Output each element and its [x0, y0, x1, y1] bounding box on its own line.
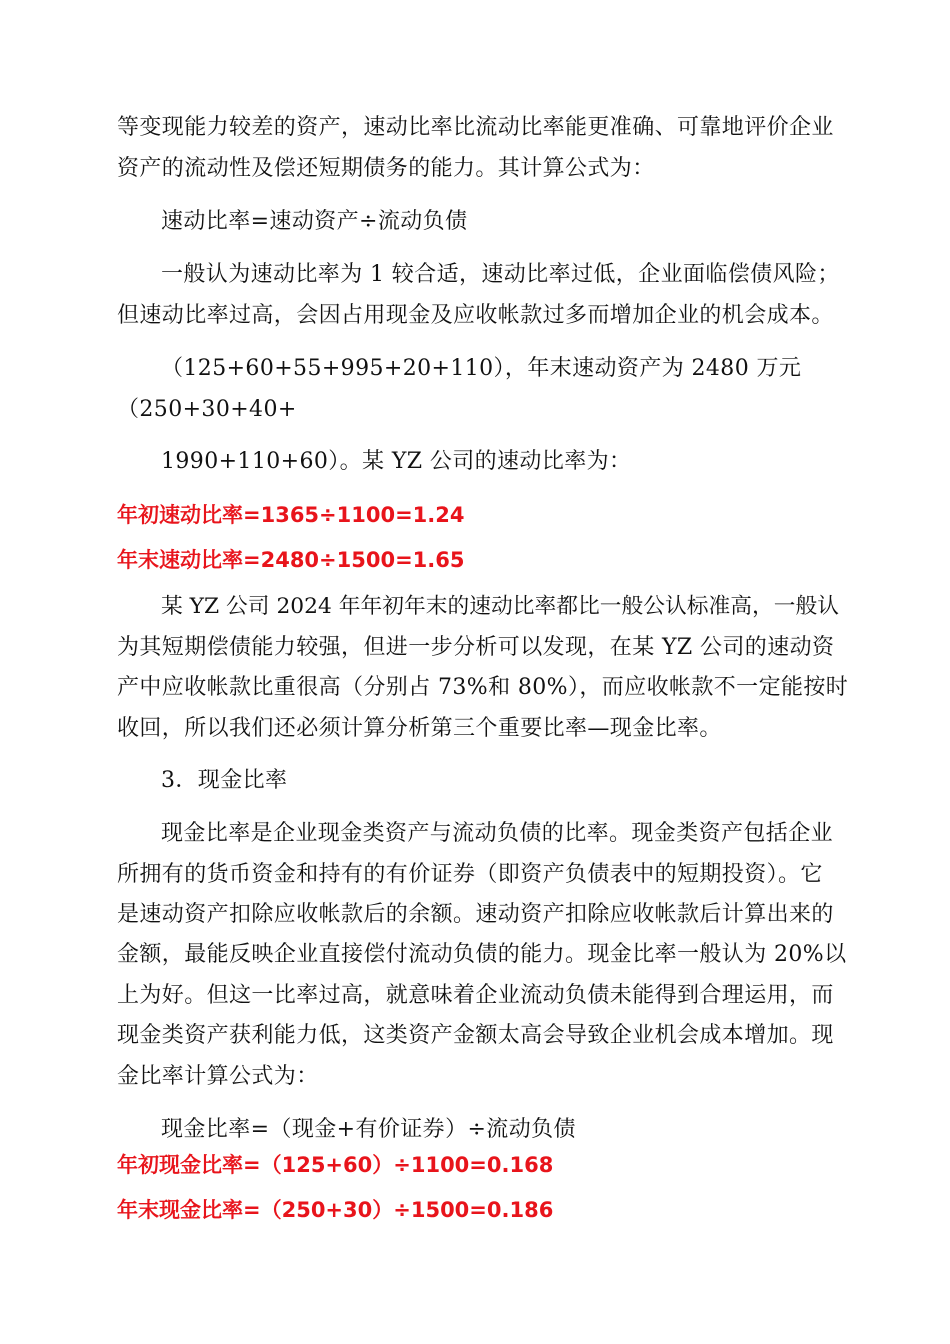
- paragraph-line: 现金比率是企业现金类资产与流动负债的比率。现金类资产包括企业: [161, 821, 834, 846]
- result-quick-ratio-end: 年末速动比率=2480÷1500=1.65: [117, 548, 465, 572]
- paragraph-line: 金额，最能反映企业直接偿付流动负债的能力。现金比率一般认为 20%以: [117, 942, 847, 967]
- paragraph-line: 金比率计算公式为：: [117, 1064, 319, 1089]
- result-cash-ratio-begin: 年初现金比率=（125+60）÷1100=0.168: [117, 1153, 554, 1177]
- paragraph-line: （250+30+40+: [117, 397, 297, 422]
- result-cash-ratio-end: 年末现金比率=（250+30）÷1500=0.186: [117, 1198, 554, 1222]
- paragraph-line: （125+60+55+995+20+110），年末速动资产为 2480 万元: [161, 356, 802, 381]
- formula-cash-ratio: 现金比率=（现金+有价证券）÷流动负债: [161, 1117, 576, 1142]
- paragraph-line: 等变现能力较差的资产，速动比率比流动比率能更准确、可靠地评价企业: [117, 115, 834, 140]
- paragraph-line: 收回，所以我们还必须计算分析第三个重要比率—现金比率。: [117, 716, 722, 741]
- paragraph-line: 某 YZ 公司 2024 年年初年末的速动比率都比一般公认标准高，一般认: [161, 594, 839, 619]
- paragraph-line: 上为好。但这一比率过高，就意味着企业流动负债未能得到合理运用，而: [117, 983, 834, 1008]
- formula-quick-ratio: 速动比率=速动资产÷流动负债: [161, 209, 468, 234]
- paragraph-line: 但速动比率过高，会因占用现金及应收帐款过多而增加企业的机会成本。: [117, 303, 834, 328]
- paragraph-line: 产中应收帐款比重很高（分别占 73%和 80%），而应收帐款不一定能按时: [117, 675, 849, 700]
- paragraph-line: 所拥有的货币资金和持有的有价证券（即资产负债表中的短期投资）。它: [117, 862, 823, 887]
- section-heading: 3．现金比率: [161, 768, 288, 793]
- result-quick-ratio-begin: 年初速动比率=1365÷1100=1.24: [117, 503, 465, 527]
- paragraph-line: 资产的流动性及偿还短期债务的能力。其计算公式为：: [117, 156, 655, 181]
- paragraph-line: 现金类资产获利能力低，这类资产金额太高会导致企业机会成本增加。现: [117, 1023, 834, 1048]
- paragraph-line: 为其短期偿债能力较强，但进一步分析可以发现，在某 YZ 公司的速动资: [117, 635, 835, 660]
- paragraph-line: 1990+110+60）。某 YZ 公司的速动比率为：: [161, 449, 632, 474]
- paragraph-line: 一般认为速动比率为 1 较合适，速动比率过低，企业面临偿债风险；: [161, 262, 840, 287]
- paragraph-line: 是速动资产扣除应收帐款后的余额。速动资产扣除应收帐款后计算出来的: [117, 902, 834, 927]
